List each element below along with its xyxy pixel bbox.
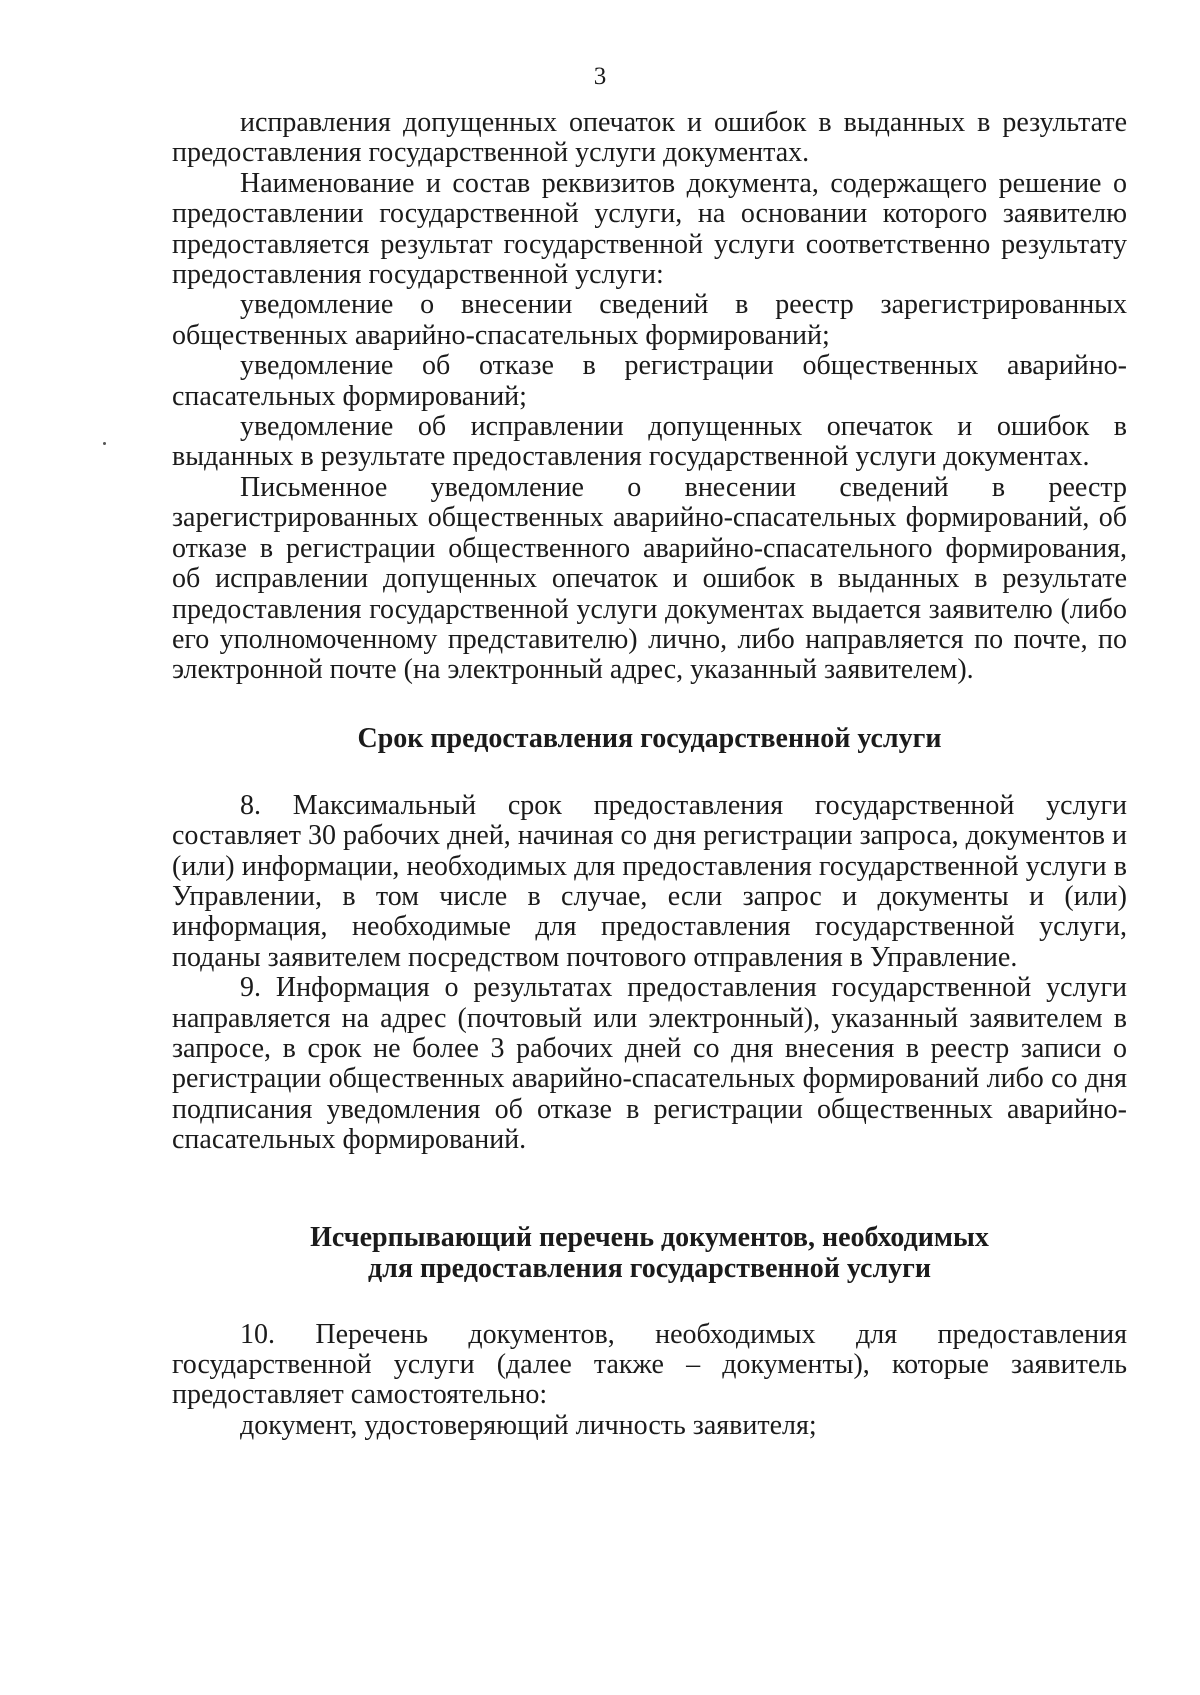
paragraph-10: 10. Перечень документов, необходимых для предоставления государственной услуги (далее также – документы), которые заявитель предоставляет самостоятельно: [172,1318,1127,1411]
document-body [172,108,1127,1441]
paragraph-written-notice: Письменное уведомление о внесении сведений в реестр зарегистрированных общественных аварийно-спасательных формирований, об отказе в регистрации общественного аварийно-спасательного формирования, об исправлении допущенных опечаток и ошибок в выданных в результате предоставления государственной услуги документах выдается заявителю (либо его уполномоченному представителю) лично, либо направляется по почте, по электронной почте (на электронный адрес, указанный заявителем). [172,471,1127,686]
section-heading-documents-line2: для предоставления государственной услуги [367,1252,932,1284]
paragraph-identity-document: документ, удостоверяющий личность заявителя; [240,1409,817,1441]
section-heading-documents-line1: Исчерпывающий перечень документов, необходимых [310,1221,989,1253]
paragraph-8: 8. Максимальный срок предоставления государственной услуги составляет 30 рабочих дней, начиная со дня регистрации запроса, документов и (или) информации, необходимых для предоставления государственной услуги в Управлении, в том числе в случае, если запрос и документы и (или) информация, необходимые для предоставления государственной услуги, поданы заявителем посредством почтового отправления в Управление. [172,789,1127,973]
scan-artifact-dot [103,442,106,445]
section-heading-documents [172,1222,1127,1284]
paragraph-notice-registration: уведомление о внесении сведений в реестр зарегистрированных общественных аварийно-спасательных формирований; [172,289,1127,351]
paragraph-notice-refusal: уведомление об отказе в регистрации общественных аварийно-спасательных формирований; [172,350,1127,412]
page-number: 3 [593,63,607,90]
paragraph-notice-correction: уведомление об исправлении допущенных опечаток и ошибок в выданных в результате предоставления государственной услуги документах. [172,411,1127,473]
paragraph-result-details: Наименование и состав реквизитов документа, содержащего решение о предоставлении государственной услуги, на основании которого заявителю предоставляется результат государственной услуги соответственно результату предоставления государственной услуги: [172,167,1127,291]
section-heading-term: Срок предоставления государственной услуги [357,722,942,754]
paragraph-continuation: исправления допущенных опечаток и ошибок в выданных в результате предоставления государственной услуги документах. [172,107,1127,169]
paragraph-9: 9. Информация о результатах предоставления государственной услуги направляется на адрес (почтовый или электронный), указанный заявителем в запросе, в срок не более 3 рабочих дней со дня внесения в реестр записи о регистрации общественных аварийно-спасательных формирований либо со дня подписания уведомления об отказе в регистрации общественных аварийно-спасательных формирований. [172,972,1127,1156]
